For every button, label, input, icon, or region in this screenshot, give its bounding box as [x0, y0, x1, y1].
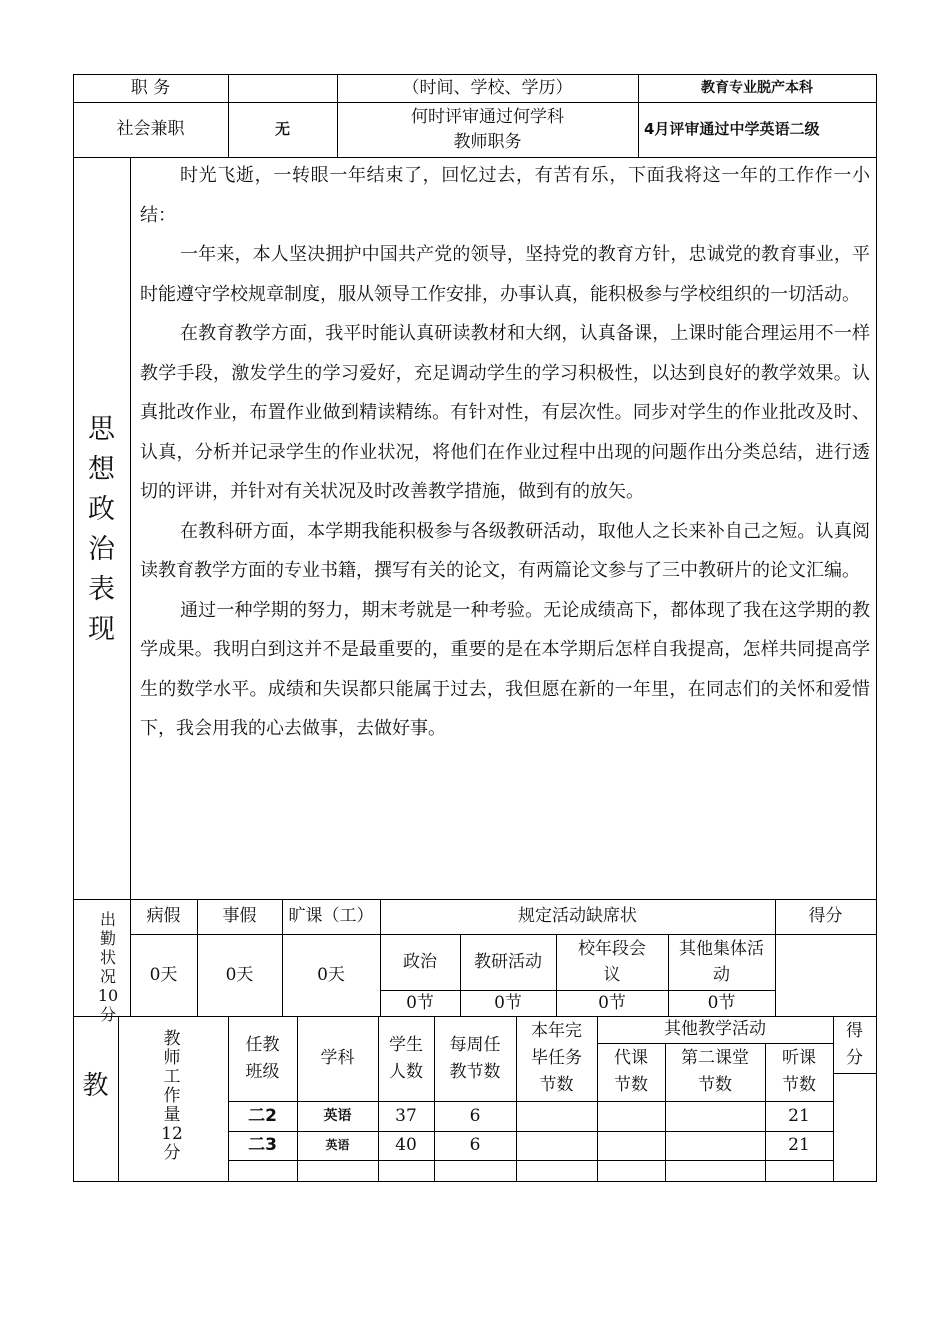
table-row-subject: 英语 — [325, 1138, 350, 1152]
table-row-substitute — [597, 1160, 665, 1181]
title-header-line1: 何时评审通过何学科 — [411, 106, 564, 127]
subject-header: 学科 — [320, 1048, 355, 1068]
table-row-completed — [516, 1160, 597, 1181]
weekly-lessons-header: 每周任教节数 — [449, 1034, 501, 1082]
table-row-class: 二2 — [248, 1105, 277, 1126]
table-row-weekly: 6 — [469, 1135, 481, 1155]
self-evaluation-text — [140, 156, 870, 749]
title-header — [337, 102, 638, 157]
grade-meeting-header: 校年段会议 — [578, 939, 646, 985]
political-activity-header: 政治 — [403, 952, 437, 972]
education-value: 教育专业脱产本科 — [701, 79, 813, 96]
table-row-students — [378, 1160, 434, 1181]
sick-leave-header: 病假 — [146, 906, 181, 926]
attendance-section-label: 出 勤 状 况 10 分 — [97, 910, 119, 1024]
table-row-subject — [297, 1160, 378, 1181]
workload-label: 教 师 工 作 量 12 分 — [161, 1029, 183, 1163]
teaching-section-label: 教 — [82, 1070, 109, 1101]
activity-absence-header: 规定活动缺席状 — [518, 906, 637, 926]
attendance-score-value — [775, 934, 876, 1016]
table-row-second-class — [665, 1101, 765, 1131]
part-time-label: 社会兼职 — [116, 119, 185, 139]
research-activity-value: 0节 — [494, 992, 522, 1013]
table-row-weekly: 6 — [469, 1105, 481, 1126]
table-row-second-class — [665, 1131, 765, 1160]
grade-meeting-value: 0节 — [598, 992, 626, 1013]
table-row-completed — [516, 1131, 597, 1160]
students-header: 学生人数 — [389, 1034, 423, 1082]
table-row-subject: 英语 — [323, 1107, 352, 1124]
paragraph: 一年来，本人坚决拥护中国共产党的领导，坚持党的教育方针，忠诚党的教育事业，平时能遵守学校规章制度，服从领导工作安排，办事认真，能积极参与学校组织的一切活动。 — [140, 244, 870, 305]
other-activity-value: 0节 — [707, 992, 736, 1013]
personal-leave-value: 0天 — [225, 964, 254, 985]
table-row-substitute — [597, 1101, 665, 1131]
teaching-score-header: 得分 — [846, 1020, 863, 1068]
class-header: 任教班级 — [245, 1034, 280, 1082]
table-row-weekly — [434, 1160, 516, 1181]
attendance-score-header: 得分 — [808, 906, 843, 926]
table-row-completed — [516, 1101, 597, 1131]
paragraph: 在教科研方面，本学期我能积极参与各级教研活动，取他人之长来补自己之短。认真阅读教育教学方面的专业书籍，撰写有关的论文，有两篇论文参与了三中教研片的论文汇编。 — [140, 520, 870, 581]
research-activity-header: 教研活动 — [474, 951, 542, 972]
sick-leave-value: 0天 — [149, 964, 178, 985]
substitute-header: 代课节数 — [614, 1048, 648, 1095]
second-class-header: 第二课堂节数 — [681, 1048, 749, 1095]
table-row-substitute — [597, 1131, 665, 1160]
part-time-value: 无 — [274, 120, 290, 138]
absence-header: 旷课（工） — [288, 906, 374, 926]
table-row-students: 40 — [395, 1135, 417, 1155]
absence-value: 0天 — [317, 964, 345, 985]
paragraph: 在教育教学方面，我平时能认真研读教材和大纲，认真备课，上课时能合理运用不一样教学手段，激发学生的学习爱好，充足调动学生的学习积极性，以达到良好的教学效果。认真批改作业，布置作业做到精读精练。有针对性，有层次性。同步对学生的作业批改及时、认真，分析并记录学生的作业状况，将他们在作业过程中出现的问题作出分类总结，进行透切的评讲，并针对有关状况及时改善教学措施，做到有的放矢。 — [140, 323, 870, 502]
political-section-label: 思 想 政 治 表 现 — [88, 414, 115, 645]
observe-header: 听课节数 — [782, 1048, 816, 1095]
position-label: 职 务 — [130, 77, 171, 98]
title-header-line2: 教师职务 — [453, 131, 522, 152]
paragraph: 通过一种学期的努力，期末考就是一种考验。无论成绩高下，都体现了我在这学期的教学成果。我明白到这并不是最重要的，重要的是在本学期后怎样自我提高，怎样共同提高学生的数学水平。成绩和失误都只能属于过去，我但愿在新的一年里，在同志们的关怀和爱惜下，我会用我的心去做事，去做好事。 — [140, 599, 870, 739]
table-row-observe: 21 — [788, 1105, 810, 1126]
completed-lessons-header: 本年完毕任务节数 — [531, 1021, 582, 1095]
other-activity-header: 其他集体活动 — [679, 939, 764, 985]
paragraph: 时光飞逝，一转眼一年结束了，回忆过去，有苦有乐，下面我将这一年的工作作一小结： — [140, 165, 870, 226]
other-teaching-header: 其他教学活动 — [664, 1019, 766, 1039]
education-header: （时间、学校、学历） — [402, 77, 573, 98]
table-row-class — [228, 1160, 297, 1181]
personal-leave-header: 事假 — [222, 906, 257, 926]
position-value — [228, 74, 337, 102]
table-row-students: 37 — [395, 1105, 417, 1126]
table-row-observe: 21 — [788, 1135, 810, 1155]
table-row-class: 二3 — [248, 1135, 277, 1155]
political-activity-value: 0节 — [406, 992, 434, 1013]
table-row-second-class — [665, 1160, 765, 1181]
title-value: 4月评审通过中学英语二级 — [644, 120, 820, 138]
table-row-observe — [765, 1160, 833, 1181]
